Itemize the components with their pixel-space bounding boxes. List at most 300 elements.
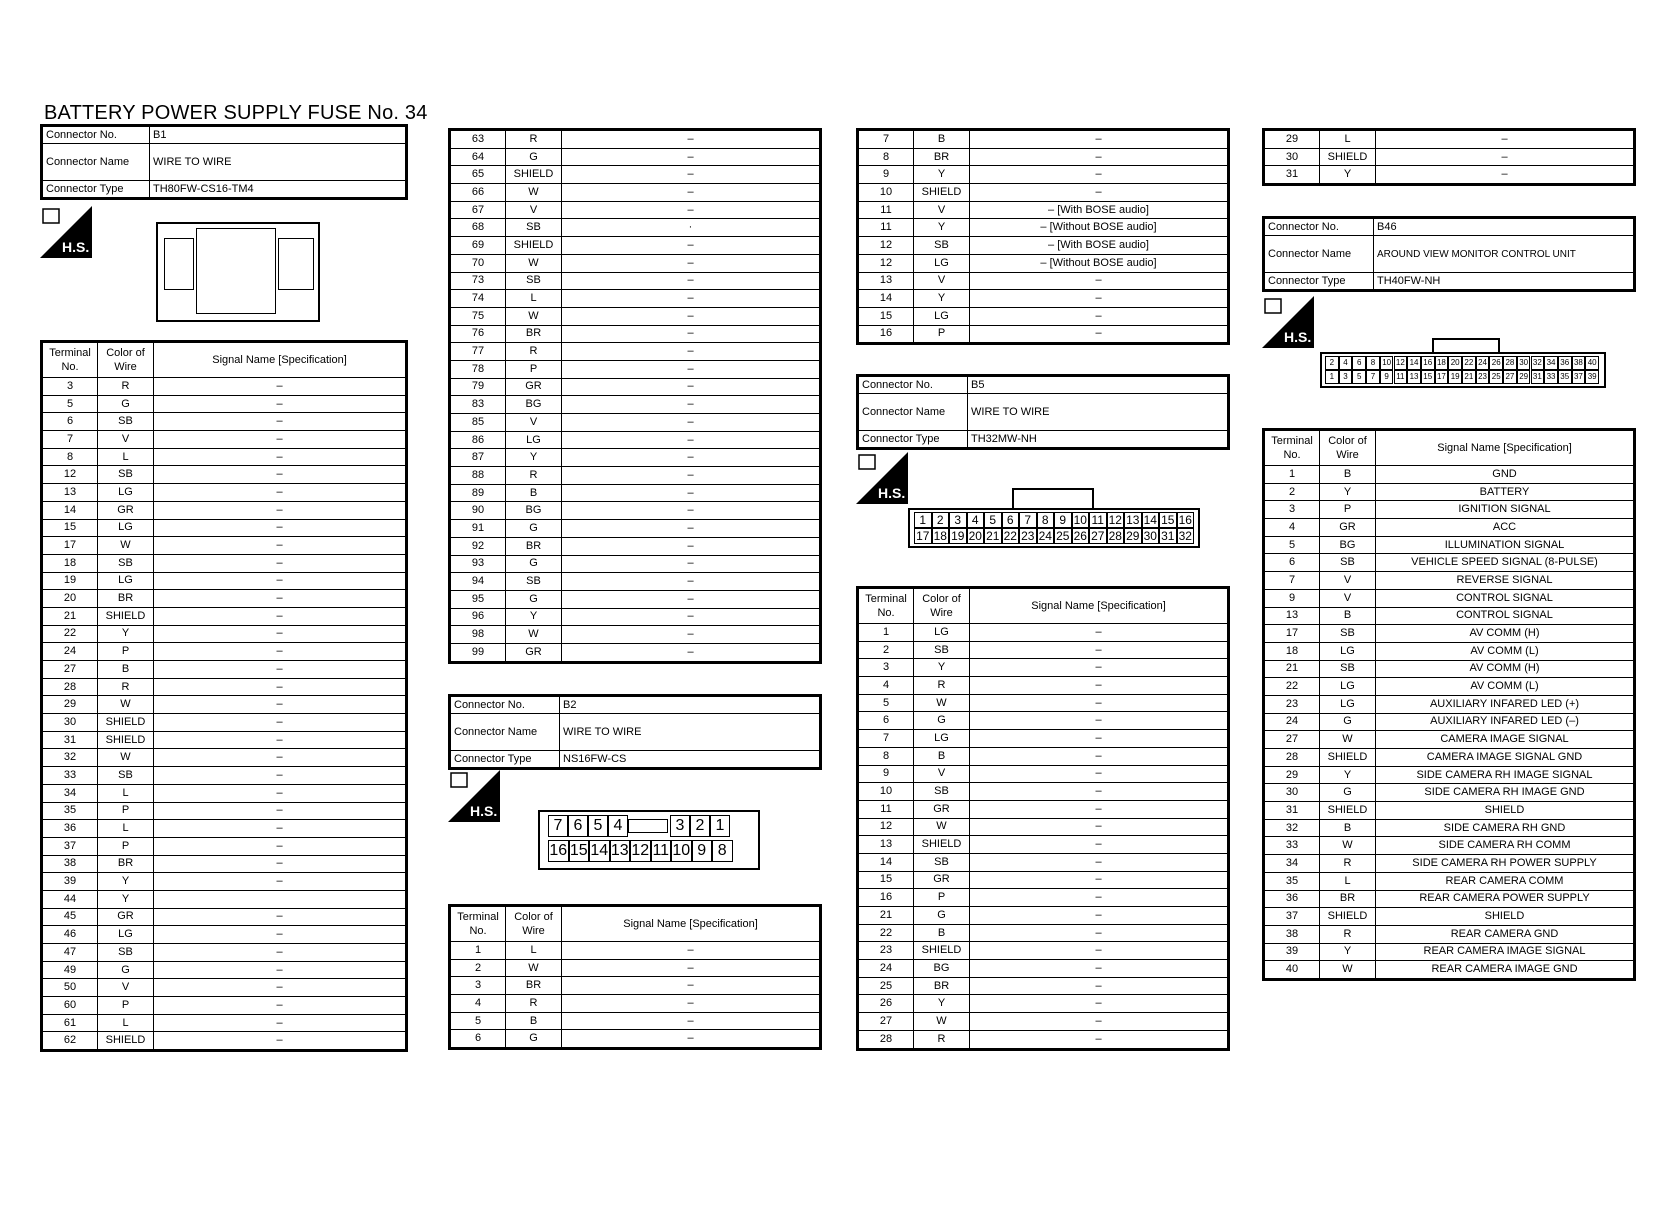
connector-pin: 17 [1435, 370, 1449, 384]
terminal-no: 30 [1264, 784, 1320, 802]
terminal-no: 39 [1264, 943, 1320, 961]
header-signal: Signal Name [Specification] [154, 342, 407, 378]
signal-name: – [562, 148, 821, 166]
terminal-no: 93 [450, 555, 506, 573]
wire-color: Y [98, 873, 154, 891]
wire-color: R [506, 343, 562, 361]
signal-name: – [970, 836, 1229, 854]
signal-name: – [562, 184, 821, 202]
table-row [42, 537, 407, 555]
wire-color: SHIELD [1320, 802, 1376, 820]
terminal-no: 61 [42, 1014, 98, 1032]
terminal-no: 16 [858, 325, 914, 344]
table-row [1264, 660, 1635, 678]
table-row [1264, 855, 1635, 873]
signal-name: – [154, 519, 407, 537]
connector-pin: 14 [1407, 356, 1421, 370]
connector-pin: 23 [1476, 370, 1490, 384]
table-row [450, 977, 821, 995]
signal-name: REAR CAMERA IMAGE SIGNAL [1376, 943, 1635, 961]
table-row [1264, 925, 1635, 943]
signal-name [154, 890, 407, 908]
table-row [858, 747, 1229, 765]
wire-color: P [506, 360, 562, 378]
connector-pin: 10 [1072, 512, 1090, 528]
terminal-no: 89 [450, 484, 506, 502]
wire-color: W [506, 959, 562, 977]
terminal-no: 22 [858, 924, 914, 942]
wire-color: P [914, 889, 970, 907]
terminal-no: 28 [858, 1030, 914, 1049]
table-row [858, 148, 1229, 166]
terminal-no: 29 [1264, 766, 1320, 784]
wire-color: LG [98, 926, 154, 944]
hs-icon [40, 206, 92, 258]
signal-name: – [154, 484, 407, 502]
terminal-no: 62 [42, 1032, 98, 1051]
table-row [450, 148, 821, 166]
header-color: Color of Wire [506, 906, 562, 942]
connector-pin: 25 [1489, 370, 1503, 384]
connector-pin: 28 [1503, 356, 1517, 370]
wire-color: BR [506, 977, 562, 995]
signal-name: – [154, 997, 407, 1015]
signal-name: SHIELD [1376, 802, 1635, 820]
wire-color: W [98, 749, 154, 767]
table-row [450, 237, 821, 255]
wire-color: W [506, 307, 562, 325]
terminal-no: 5 [450, 1012, 506, 1030]
signal-name: – [1376, 166, 1635, 185]
terminal-no: 17 [1264, 625, 1320, 643]
connector-pin: 22 [1462, 356, 1476, 370]
wire-color: W [98, 537, 154, 555]
signal-name: – [154, 908, 407, 926]
table-row [858, 694, 1229, 712]
table-row [1264, 872, 1635, 890]
connector-pin: 16 [1421, 356, 1435, 370]
table-row [1264, 572, 1635, 590]
signal-name: – [970, 960, 1229, 978]
table-row [858, 765, 1229, 783]
table-row [858, 201, 1229, 219]
terminal-no: 19 [42, 572, 98, 590]
wire-color: P [98, 802, 154, 820]
signal-name: – [154, 731, 407, 749]
signal-name: – [562, 378, 821, 396]
table-row [42, 625, 407, 643]
label-connector-name: Connector Name [1264, 236, 1374, 273]
wire-color: L [98, 1014, 154, 1032]
wire-color: V [98, 979, 154, 997]
terminal-no: 66 [450, 184, 506, 202]
wire-color: BR [914, 148, 970, 166]
header-signal: Signal Name [Specification] [562, 906, 821, 942]
signal-name: – [154, 802, 407, 820]
wire-color: BG [506, 502, 562, 520]
table-row [858, 730, 1229, 748]
terminal-no: 86 [450, 431, 506, 449]
table-row [42, 378, 407, 396]
signal-name: – [970, 942, 1229, 960]
connector-pin: 5 [1352, 370, 1366, 384]
terminal-no: 70 [450, 254, 506, 272]
signal-name: – [970, 712, 1229, 730]
wire-color: SHIELD [506, 166, 562, 184]
signal-name: – [970, 166, 1229, 184]
table-row [1264, 166, 1635, 185]
signal-name: – [154, 466, 407, 484]
table-row [42, 448, 407, 466]
terminal-no: 38 [42, 855, 98, 873]
hs-icon [1262, 296, 1314, 348]
terminal-no: 33 [1264, 837, 1320, 855]
wire-color: LG [914, 624, 970, 642]
connector-pin: 8 [1366, 356, 1380, 370]
wire-color: SHIELD [1320, 908, 1376, 926]
label-connector-name: Connector Name [858, 394, 968, 431]
terminal-no: 9 [858, 765, 914, 783]
label-connector-name: Connector Name [42, 144, 150, 181]
signal-name: GND [1376, 466, 1635, 484]
table-row [1264, 784, 1635, 802]
table-row [42, 661, 407, 679]
table-row [450, 254, 821, 272]
wire-color: B [1320, 607, 1376, 625]
terminal-no: 67 [450, 201, 506, 219]
wire-color: SHIELD [506, 237, 562, 255]
wire-color: SB [914, 641, 970, 659]
signal-name: – [970, 659, 1229, 677]
signal-name: – [970, 747, 1229, 765]
wire-color: G [506, 520, 562, 538]
table-row [450, 590, 821, 608]
signal-name: – [562, 130, 821, 149]
terminal-no: 6 [858, 712, 914, 730]
table-row [450, 995, 821, 1013]
signal-name: – [154, 873, 407, 891]
terminal-no: 3 [450, 977, 506, 995]
table-row [858, 624, 1229, 642]
b46-connector-no: B46 [1374, 218, 1635, 236]
signal-name: – [562, 254, 821, 272]
wire-color: G [1320, 713, 1376, 731]
table-row [1264, 713, 1635, 731]
wire-color: SB [98, 413, 154, 431]
wire-color: SB [98, 944, 154, 962]
hs-label: H.S. [470, 803, 498, 819]
terminal-no: 35 [42, 802, 98, 820]
terminal-no: 85 [450, 414, 506, 432]
connector-pin: 14 [589, 840, 610, 862]
terminal-no: 11 [858, 219, 914, 237]
wire-color: W [1320, 837, 1376, 855]
signal-name: – [154, 537, 407, 555]
b5-terminal-table [856, 586, 1230, 1051]
header-color: Color of Wire [1320, 430, 1376, 466]
wire-color: GR [914, 871, 970, 889]
table-row [450, 449, 821, 467]
signal-name: – [970, 290, 1229, 308]
signal-name: AV COMM (L) [1376, 642, 1635, 660]
b1-terminal-table-1 [40, 340, 408, 1052]
wire-color: Y [914, 290, 970, 308]
connector-pin: 16 [1177, 512, 1195, 528]
signal-name: – [154, 855, 407, 873]
connector-pin: 9 [1380, 370, 1394, 384]
connector-pin: 7 [548, 815, 568, 837]
wire-color: GR [506, 643, 562, 662]
signal-name: SHIELD [1376, 908, 1635, 926]
table-row [450, 484, 821, 502]
table-row [450, 959, 821, 977]
connector-pin: 19 [949, 528, 967, 544]
signal-name: – [154, 767, 407, 785]
wire-color: B [914, 130, 970, 149]
connector-pin: 8 [712, 840, 733, 862]
signal-name: – [154, 749, 407, 767]
connector-pin: 40 [1585, 356, 1599, 370]
table-row [1264, 501, 1635, 519]
connector-pin: 31 [1159, 528, 1177, 544]
table-row [450, 360, 821, 378]
terminal-no: 6 [1264, 554, 1320, 572]
table-row [450, 307, 821, 325]
terminal-no: 7 [858, 730, 914, 748]
signal-name: – [154, 714, 407, 732]
table-row [1264, 731, 1635, 749]
signal-name: – [562, 396, 821, 414]
table-row [450, 130, 821, 149]
table-row [858, 130, 1229, 149]
signal-name: – [Without BOSE audio] [970, 254, 1229, 272]
terminal-no: 49 [42, 961, 98, 979]
signal-name: – [562, 977, 821, 995]
signal-name: ACC [1376, 519, 1635, 537]
signal-name: – [154, 590, 407, 608]
wire-color: BG [914, 960, 970, 978]
connector-pin: 21 [984, 528, 1002, 544]
signal-name: – [154, 448, 407, 466]
table-row [42, 554, 407, 572]
terminal-no: 63 [450, 130, 506, 149]
wire-color: G [506, 148, 562, 166]
signal-name: – [154, 395, 407, 413]
signal-name: AV COMM (H) [1376, 625, 1635, 643]
signal-name: SIDE CAMERA RH IMAGE GND [1376, 784, 1635, 802]
b5-connector-name: WIRE TO WIRE [968, 394, 1229, 431]
header-terminal: Terminal No. [450, 906, 506, 942]
wire-color: SHIELD [98, 731, 154, 749]
terminal-no: 98 [450, 626, 506, 644]
wire-color: G [506, 555, 562, 573]
table-row [1264, 554, 1635, 572]
terminal-no: 73 [450, 272, 506, 290]
signal-name: · [562, 219, 821, 237]
wire-color: Y [914, 219, 970, 237]
label-connector-type: Connector Type [1264, 273, 1374, 291]
table-row [450, 555, 821, 573]
wire-color: GR [914, 800, 970, 818]
wire-color: Y [914, 659, 970, 677]
wire-color: LG [914, 730, 970, 748]
terminal-no: 13 [1264, 607, 1320, 625]
signal-name: – [154, 554, 407, 572]
terminal-no: 8 [42, 448, 98, 466]
signal-name: AV COMM (L) [1376, 678, 1635, 696]
terminal-no: 3 [1264, 501, 1320, 519]
table-row [42, 607, 407, 625]
signal-name: – [970, 783, 1229, 801]
terminal-no: 2 [1264, 483, 1320, 501]
signal-name: – [154, 837, 407, 855]
connector-pin: 30 [1517, 356, 1531, 370]
connector-pin: 33 [1544, 370, 1558, 384]
table-row [42, 767, 407, 785]
wire-color: SHIELD [98, 1032, 154, 1051]
wire-color: V [506, 201, 562, 219]
connector-pin: 17 [914, 528, 932, 544]
terminal-no: 31 [42, 731, 98, 749]
terminal-no: 36 [1264, 890, 1320, 908]
signal-name: – [562, 307, 821, 325]
connector-pin: 18 [1435, 356, 1449, 370]
signal-name: – [1376, 148, 1635, 166]
wire-color: L [98, 448, 154, 466]
table-row [858, 219, 1229, 237]
b1-terminal-table-2 [448, 128, 822, 664]
wire-color: W [506, 626, 562, 644]
b2-connector-no: B2 [560, 696, 821, 714]
table-row [450, 431, 821, 449]
signal-name: – [970, 995, 1229, 1013]
table-row [450, 467, 821, 485]
table-row [450, 166, 821, 184]
terminal-no: 21 [1264, 660, 1320, 678]
terminal-no: 30 [42, 714, 98, 732]
terminal-no: 27 [858, 1013, 914, 1031]
table-row [1264, 607, 1635, 625]
connector-pin: 1 [1325, 370, 1339, 384]
signal-name: – [154, 820, 407, 838]
signal-name: – [154, 961, 407, 979]
wire-color: BG [506, 396, 562, 414]
signal-name: – [154, 572, 407, 590]
terminal-no: 14 [858, 290, 914, 308]
signal-name: – [154, 944, 407, 962]
wire-color: BG [1320, 536, 1376, 554]
wire-color: R [98, 378, 154, 396]
table-row [42, 749, 407, 767]
wire-color: LG [914, 254, 970, 272]
table-row [858, 254, 1229, 272]
signal-name: – [562, 431, 821, 449]
wire-color: R [506, 995, 562, 1013]
connector-pin: 9 [692, 840, 713, 862]
b46-info-table [1262, 216, 1636, 292]
terminal-no: 45 [42, 908, 98, 926]
table-row [450, 502, 821, 520]
signal-name: – [562, 590, 821, 608]
terminal-no: 6 [42, 413, 98, 431]
signal-name: AUXILIARY INFARED LED (+) [1376, 695, 1635, 713]
signal-name: – [970, 889, 1229, 907]
terminal-no: 3 [858, 659, 914, 677]
signal-name: – [970, 1030, 1229, 1049]
b2-terminal-table [448, 904, 822, 1050]
wire-color: P [914, 325, 970, 344]
table-row [1264, 466, 1635, 484]
wire-color: BR [506, 537, 562, 555]
table-row [1264, 908, 1635, 926]
terminal-no: 9 [858, 166, 914, 184]
wire-color: LG [914, 307, 970, 325]
connector-pin: 24 [1476, 356, 1490, 370]
table-row [858, 818, 1229, 836]
terminal-no: 24 [1264, 713, 1320, 731]
terminal-no: 22 [1264, 678, 1320, 696]
b1-connector-name: WIRE TO WIRE [150, 144, 407, 181]
signal-name: CONTROL SIGNAL [1376, 589, 1635, 607]
b2-connector-name: WIRE TO WIRE [560, 714, 821, 751]
wire-color: G [914, 907, 970, 925]
connector-pin: 29 [1517, 370, 1531, 384]
terminal-no: 91 [450, 520, 506, 538]
terminal-no: 4 [1264, 519, 1320, 537]
wire-color: Y [1320, 943, 1376, 961]
b1-connector-type: TH80FW-CS16-TM4 [150, 181, 407, 199]
signal-name: – [562, 995, 821, 1013]
table-row [858, 836, 1229, 854]
signal-name: – [Without BOSE audio] [970, 219, 1229, 237]
table-row [42, 431, 407, 449]
wire-color: Y [98, 625, 154, 643]
connector-pin: 29 [1124, 528, 1142, 544]
signal-name: – [970, 730, 1229, 748]
wire-color: Y [1320, 766, 1376, 784]
wire-color: SHIELD [1320, 749, 1376, 767]
signal-name: – [562, 1012, 821, 1030]
table-row [858, 237, 1229, 255]
table-row [1264, 943, 1635, 961]
table-row [42, 519, 407, 537]
signal-name: – [562, 414, 821, 432]
table-row [450, 219, 821, 237]
signal-name: – [154, 926, 407, 944]
terminal-no: 99 [450, 643, 506, 662]
signal-name: ILLUMINATION SIGNAL [1376, 536, 1635, 554]
table-row [42, 997, 407, 1015]
wire-color: W [98, 696, 154, 714]
signal-name: – [562, 360, 821, 378]
terminal-no: 15 [858, 307, 914, 325]
table-row [42, 714, 407, 732]
terminal-no: 2 [858, 641, 914, 659]
table-row [858, 907, 1229, 925]
terminal-no: 22 [42, 625, 98, 643]
connector-pin: 6 [1352, 356, 1366, 370]
terminal-no: 34 [42, 784, 98, 802]
table-row [42, 961, 407, 979]
wire-color: LG [1320, 678, 1376, 696]
table-row [450, 201, 821, 219]
header-color: Color of Wire [98, 342, 154, 378]
table-row [42, 784, 407, 802]
table-row [450, 414, 821, 432]
terminal-no: 68 [450, 219, 506, 237]
signal-name: – [562, 166, 821, 184]
table-row [1264, 483, 1635, 501]
